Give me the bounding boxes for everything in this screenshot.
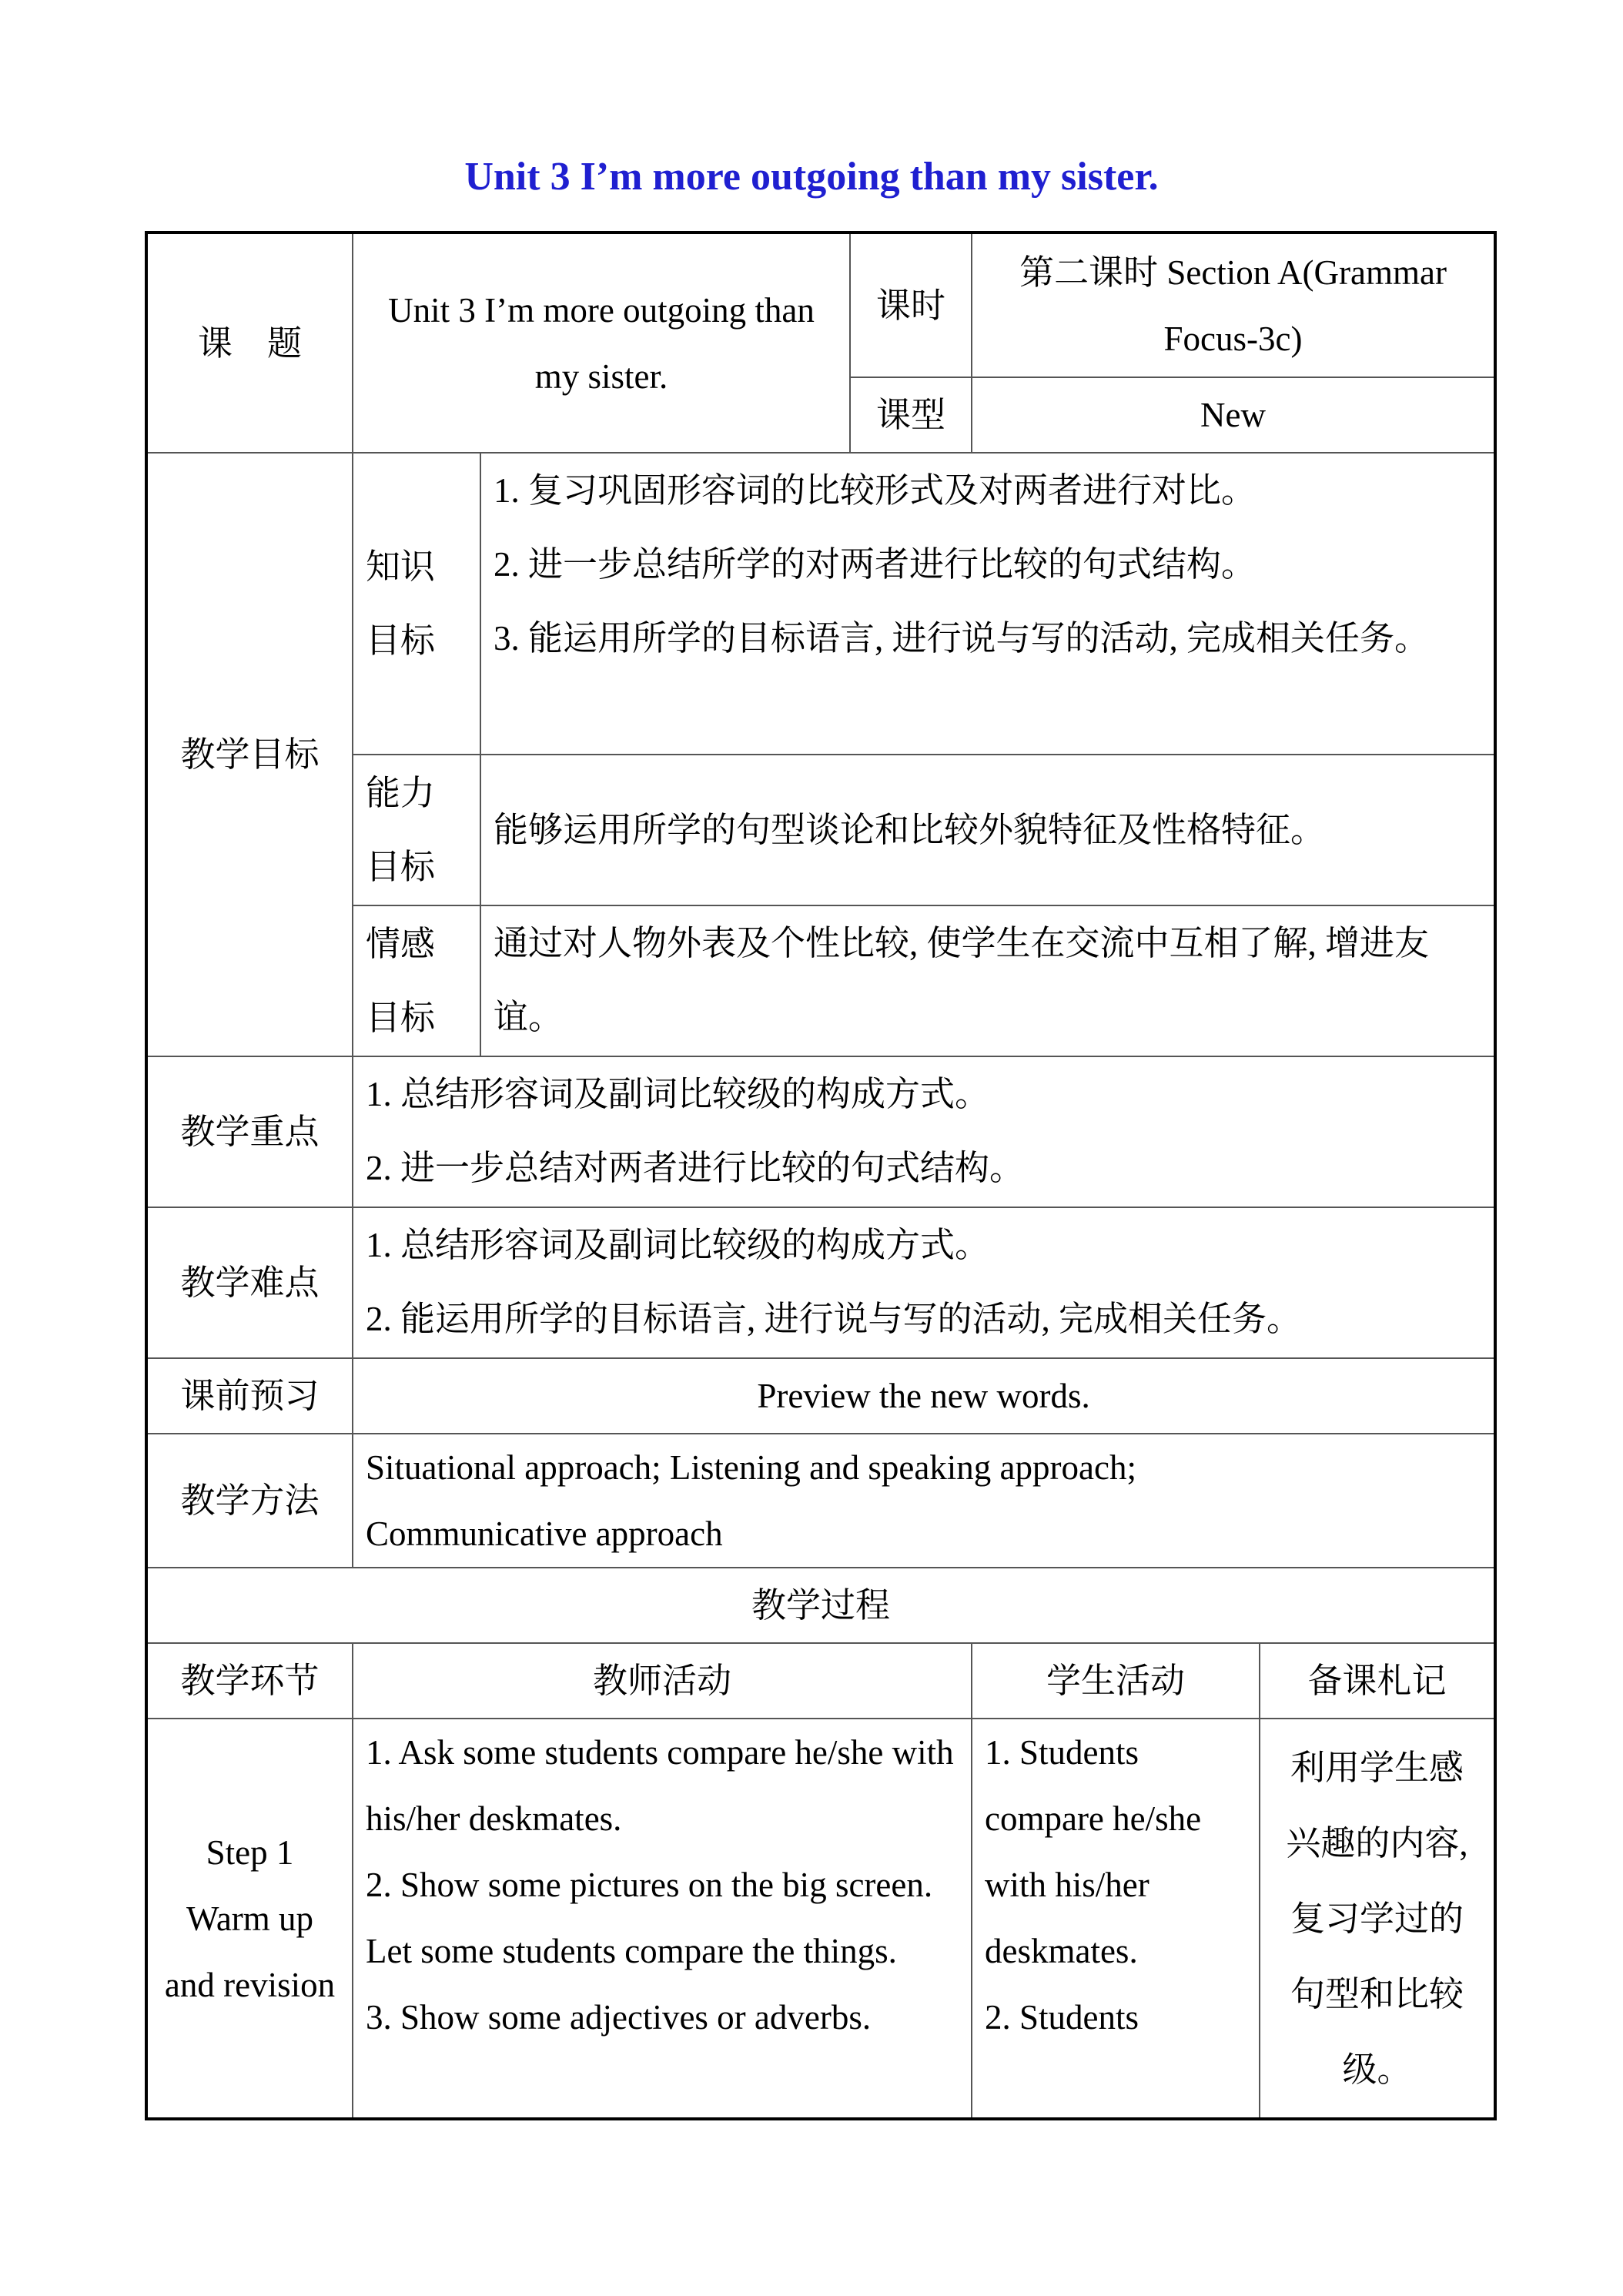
ability-label: 能力 目标 [353,755,480,905]
methods-text: Situational approach; Listening and speaking approach; Communicative approach [353,1434,1495,1568]
student-activity-item: 1. Students compare he/she with his/her deskmates. [985,1733,1202,1970]
topic-label: 课 题 [146,233,353,453]
objectives-label: 教学目标 [146,453,353,1056]
column-header-teacher: 教师活动 [353,1643,972,1719]
teacher-activity-item: 2. Show some pictures on the big screen. Let some students compare the things. [366,1866,933,1970]
preview-label: 课前预习 [146,1358,353,1434]
emotion-label: 情感 目标 [353,905,480,1056]
methods-row [146,1434,1495,1568]
column-header-student: 学生活动 [972,1643,1260,1719]
knowledge-objective-row [146,453,1495,755]
difficulties-row [146,1207,1495,1358]
knowledge-label: 知识 目标 [353,453,480,755]
key-points-items [353,1056,1495,1207]
process-heading-row [146,1568,1495,1643]
column-header-stage: 教学环节 [146,1643,353,1719]
difficulties-label: 教学难点 [146,1207,353,1358]
teacher-activity-item: 1. Ask some students compare he/she with his/her deskmates. [366,1733,954,1838]
step1-row [146,1719,1495,2119]
difficulty-item: 2. 能运用所学的目标语言, 进行说与写的活动, 完成相关任务。 [366,1300,1302,1338]
difficulty-item: 1. 总结形容词及副词比较级的构成方式。 [366,1226,990,1264]
period-label: 课时 [850,233,972,377]
emotion-text: 通过对人物外表及个性比较, 使学生在交流中互相了解, 增进友谊。 [480,905,1495,1056]
knowledge-item: 2. 进一步总结所学的对两者进行比较的句式结构。 [494,545,1257,584]
process-columns-row [146,1643,1495,1719]
page-title: Unit 3 I’m more outgoing than my sister. [464,155,1159,199]
step1-student-activity [972,1719,1260,2119]
column-header-notes: 备课札记 [1260,1643,1495,1719]
knowledge-item: 3. 能运用所学的目标语言, 进行说与写的活动, 完成相关任务。 [494,619,1430,658]
step1-name: Step 1 Warm up and revision [146,1719,353,2119]
key-points-label: 教学重点 [146,1056,353,1207]
topic-value: Unit 3 I’m more outgoing than my sister. [353,233,850,453]
type-value: New [972,377,1495,453]
teacher-activity-item: 3. Show some adjectives or adverbs. [366,1998,872,2037]
process-heading: 教学过程 [146,1568,1495,1643]
type-label: 课型 [850,377,972,453]
step1-teacher-activity [353,1719,972,2119]
lesson-plan-table [145,231,1497,2120]
key-point-item: 1. 总结形容词及副词比较级的构成方式。 [366,1075,990,1113]
period-value: 第二课时 Section A(Grammar Focus-3c) [972,233,1495,377]
knowledge-item: 1. 复习巩固形容词的比较形式及对两者进行对比。 [494,471,1257,510]
step1-note: 利用学生感兴趣的内容, 复习学过的句型和比较级。 [1260,1719,1495,2119]
methods-label: 教学方法 [146,1434,353,1568]
preview-text: Preview the new words. [353,1358,1495,1434]
key-points-row [146,1056,1495,1207]
preview-row [146,1358,1495,1434]
student-activity-item: 2. Students [985,1998,1139,2037]
difficulties-items [353,1207,1495,1358]
topic-row [146,233,1495,377]
ability-text: 能够运用所学的句型谈论和比较外貌特征及性格特征。 [480,755,1495,905]
key-point-item: 2. 进一步总结对两者进行比较的句式结构。 [366,1149,1025,1187]
knowledge-items [480,453,1495,755]
